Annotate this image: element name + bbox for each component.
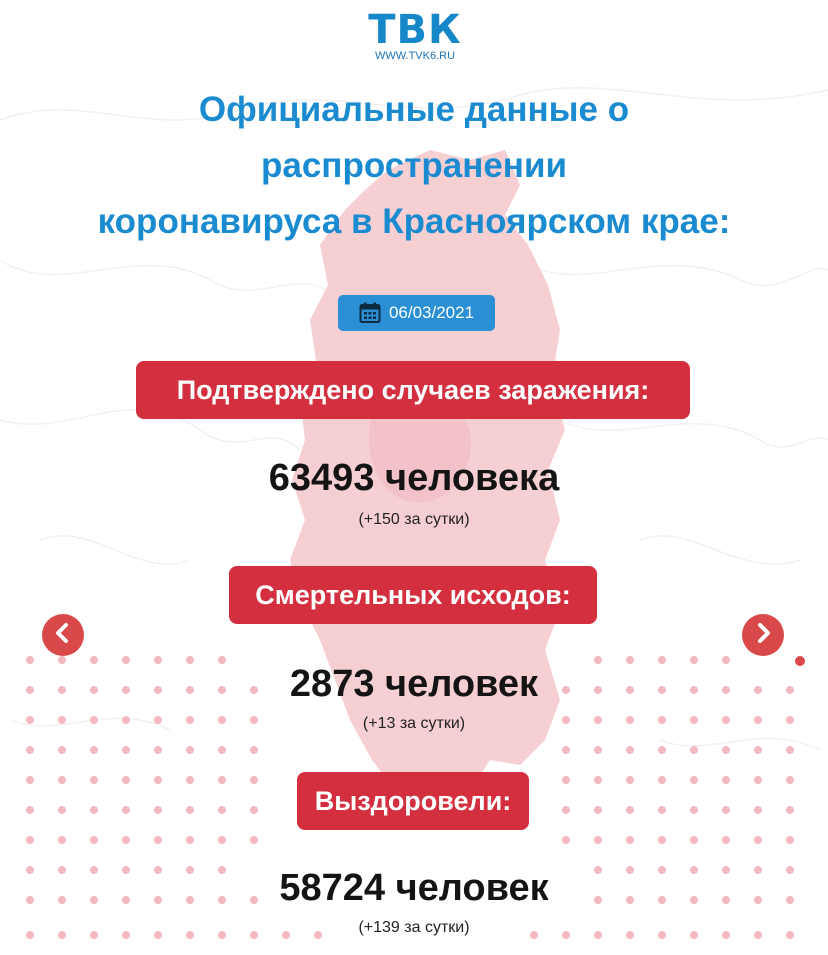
next-slide-button[interactable] xyxy=(742,614,784,656)
title-line-2: распространении xyxy=(261,146,567,185)
chevron-right-icon xyxy=(752,622,774,649)
recovered-value: 58724 человек xyxy=(279,867,549,909)
confirmed-delta: (+150 за сутки) xyxy=(358,511,470,528)
confirmed-label: Подтверждено случаев заражения: xyxy=(136,361,690,419)
recovered-delta: (+139 за сутки) xyxy=(358,919,470,936)
page-title xyxy=(20,82,808,250)
logo-site: WWW.TVK6.RU xyxy=(374,50,456,62)
date-badge xyxy=(338,295,495,331)
title-line-3: коронавируса в Красноярском крае: xyxy=(97,202,731,241)
confirmed-value: 63493 человека xyxy=(268,457,560,499)
calendar-icon xyxy=(359,302,381,324)
logo-mark: ТВК xyxy=(368,7,462,53)
date-value: 06/03/2021 xyxy=(388,303,475,322)
tvk-logo xyxy=(355,7,475,62)
chevron-left-icon xyxy=(52,622,74,649)
recovered-label: Выздоровели: xyxy=(297,772,529,830)
prev-slide-button[interactable] xyxy=(42,614,84,656)
deaths-delta: (+13 за сутки) xyxy=(362,715,466,732)
deaths-value: 2873 человек xyxy=(289,663,539,705)
deaths-label: Смертельных исходов: xyxy=(229,566,597,624)
title-line-1: Официальные данные о xyxy=(198,90,630,129)
